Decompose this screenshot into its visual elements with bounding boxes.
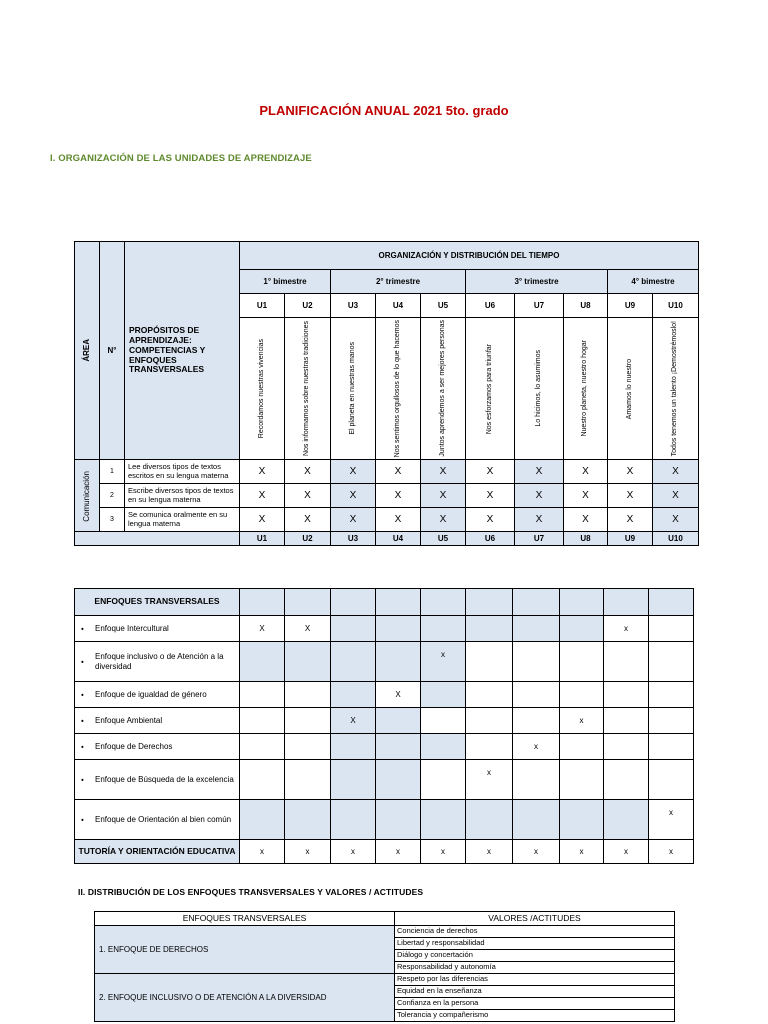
unit-mark: X	[376, 484, 421, 508]
approach-label	[75, 800, 240, 840]
competency-number: 3	[100, 508, 125, 532]
value-attitude: Confianza en la persona	[395, 998, 675, 1010]
approach-mark	[560, 616, 604, 642]
competency-text: Escribe diversos tipos de textos en su lengua materna	[125, 484, 240, 508]
header-blank-cell	[240, 589, 285, 616]
approach-mark	[604, 682, 649, 708]
approach-mark	[560, 642, 604, 682]
unit-footer: U7	[515, 532, 564, 546]
unit-mark: X	[608, 460, 653, 484]
approach-mark	[560, 734, 604, 760]
org-time-header: ORGANIZACIÓN Y DISTRIBUCIÓN DEL TIEMPO	[240, 242, 699, 270]
unit-footer: U1	[240, 532, 285, 546]
unit-mark: X	[515, 484, 564, 508]
unit-mark: X	[421, 508, 466, 532]
approach-mark	[240, 760, 285, 800]
approach-mark: X	[331, 708, 376, 734]
unit-mark: X	[331, 508, 376, 532]
units-organization-table	[74, 241, 699, 546]
value-attitude: Conciencia de derechos	[395, 926, 675, 938]
unit-title: El planeta en nuestras manos	[331, 318, 376, 460]
value-attitude: Respeto por las diferencias	[395, 974, 675, 986]
unit-mark: X	[421, 484, 466, 508]
approach-mark	[649, 760, 694, 800]
unit-mark: X	[466, 508, 515, 532]
approach-mark	[240, 708, 285, 734]
unit-title: Juntos aprendemos a ser mejores personas	[421, 318, 466, 460]
approach-mark	[421, 682, 466, 708]
unit-mark: X	[564, 484, 608, 508]
approach-mark	[285, 734, 331, 760]
approach-mark	[331, 682, 376, 708]
unit-title: Nos esforzamos para triunfar	[466, 318, 515, 460]
values-table-header-left: ENFOQUES TRANSVERSALES	[95, 912, 395, 926]
approach-mark	[376, 760, 421, 800]
approach-mark	[466, 616, 513, 642]
approaches-header: ENFOQUES TRANSVERSALES	[75, 589, 240, 616]
unit-mark: X	[564, 460, 608, 484]
number-header: N°	[100, 242, 125, 460]
tutoria-mark: x	[560, 840, 604, 864]
tutoria-mark: x	[421, 840, 466, 864]
header-blank-cell	[285, 589, 331, 616]
unit-mark: X	[515, 508, 564, 532]
unit-title: Lo hicimos, lo asumimos	[515, 318, 564, 460]
unit-mark: X	[564, 508, 608, 532]
bullet-icon: •	[81, 715, 84, 725]
approach-mark	[513, 616, 560, 642]
unit-title: Nos sentimos orgullosos de lo que hacemos	[376, 318, 421, 460]
approach-text: Enfoque inclusivo o de Atención a la diversidad	[95, 652, 224, 671]
approach-mark	[376, 616, 421, 642]
unit-header: U7	[515, 294, 564, 318]
approach-mark	[466, 800, 513, 840]
unit-mark: X	[240, 460, 285, 484]
area-header: ÁREA	[75, 242, 100, 460]
approach-mark	[604, 760, 649, 800]
approach-mark	[560, 800, 604, 840]
header-blank-cell	[560, 589, 604, 616]
tutoria-mark: x	[649, 840, 694, 864]
period-1-header: 1° bimestre	[240, 270, 331, 294]
tutoria-label: TUTORÍA Y ORIENTACIÓN EDUCATIVA	[75, 840, 240, 864]
unit-mark: X	[608, 484, 653, 508]
bullet-icon: •	[81, 814, 84, 824]
approach-mark	[466, 682, 513, 708]
unit-footer: U6	[466, 532, 515, 546]
approach-mark	[421, 616, 466, 642]
tutoria-mark: x	[376, 840, 421, 864]
approach-mark	[331, 800, 376, 840]
value-attitude: Tolerancia y compañerismo	[395, 1010, 675, 1022]
approach-mark: X	[240, 616, 285, 642]
header-blank-cell	[649, 589, 694, 616]
approach-mark	[560, 682, 604, 708]
unit-mark: X	[653, 508, 699, 532]
approach-mark	[240, 642, 285, 682]
tutoria-mark: x	[331, 840, 376, 864]
bullet-icon: •	[81, 741, 84, 751]
approach-label	[75, 708, 240, 734]
approach-label	[75, 760, 240, 800]
approach-mark	[331, 616, 376, 642]
unit-footer: U2	[285, 532, 331, 546]
values-table-header-right: VALORES /ACTITUDES	[395, 912, 675, 926]
unit-header: U6	[466, 294, 515, 318]
value-attitude: Diálogo y concertación	[395, 950, 675, 962]
approach-mark: x	[604, 616, 649, 642]
unit-mark: X	[376, 460, 421, 484]
approach-text: Enfoque de igualdad de género	[95, 689, 207, 699]
unit-mark: X	[421, 460, 466, 484]
approach-mark	[466, 642, 513, 682]
unit-footer: U5	[421, 532, 466, 546]
unit-footer: U3	[331, 532, 376, 546]
unit-header: U4	[376, 294, 421, 318]
approach-mark	[285, 800, 331, 840]
bullet-icon: •	[81, 656, 84, 666]
unit-header: U2	[285, 294, 331, 318]
enfoque-name: 1. ENFOQUE DE DERECHOS	[95, 926, 395, 974]
unit-mark: X	[466, 460, 515, 484]
approach-mark	[285, 642, 331, 682]
unit-mark: X	[240, 484, 285, 508]
tutoria-mark: x	[604, 840, 649, 864]
approach-mark	[421, 734, 466, 760]
header-blank-cell	[376, 589, 421, 616]
transversal-approaches-table	[74, 588, 694, 864]
approach-mark	[604, 734, 649, 760]
unit-header: U3	[331, 294, 376, 318]
unit-mark: X	[285, 508, 331, 532]
approach-mark	[513, 800, 560, 840]
enfoque-name: 2. ENFOQUE INCLUSIVO O DE ATENCIÓN A LA DIVERSIDAD	[95, 974, 395, 1022]
approach-mark	[421, 760, 466, 800]
approach-text: Enfoque de Búsqueda de la excelencia	[95, 774, 234, 784]
approach-mark: X	[376, 682, 421, 708]
unit-header: U1	[240, 294, 285, 318]
period-2-header: 2° trimestre	[331, 270, 466, 294]
header-blank-cell	[331, 589, 376, 616]
approach-mark: x	[560, 708, 604, 734]
approach-mark: x	[649, 800, 694, 840]
unit-header: U5	[421, 294, 466, 318]
approach-label	[75, 616, 240, 642]
values-attitudes-table	[94, 911, 675, 1022]
approach-mark	[421, 708, 466, 734]
unit-mark: X	[240, 508, 285, 532]
bullet-icon: •	[81, 774, 84, 784]
header-blank-cell	[466, 589, 513, 616]
unit-footer: U10	[653, 532, 699, 546]
unit-mark: X	[653, 460, 699, 484]
unit-mark: X	[331, 460, 376, 484]
unit-title: Nos informamos sobre nuestras tradiciones	[285, 318, 331, 460]
unit-mark: X	[331, 484, 376, 508]
period-4-header: 4° bimestre	[608, 270, 699, 294]
approach-text: Enfoque Ambiental	[95, 715, 163, 725]
value-attitude: Libertad y responsabilidad	[395, 938, 675, 950]
value-attitude: Equidad en la enseñanza	[395, 986, 675, 998]
bullet-icon: •	[81, 689, 84, 699]
unit-title: Nuestro planeta, nuestro hogar	[564, 318, 608, 460]
purposes-header: PROPÓSITOS DE APRENDIZAJE: COMPETENCIAS Y ENFOQUES TRANSVERSALES	[125, 242, 240, 460]
unit-mark: X	[515, 460, 564, 484]
competency-number: 2	[100, 484, 125, 508]
approach-mark	[604, 708, 649, 734]
approach-mark	[649, 616, 694, 642]
approach-mark	[513, 642, 560, 682]
section-2-heading: II. DISTRIBUCIÓN DE LOS ENFOQUES TRANSVERSALES Y VALORES / ACTITUDES	[78, 887, 424, 897]
tutoria-mark: x	[466, 840, 513, 864]
approach-mark	[513, 708, 560, 734]
unit-mark: X	[466, 484, 515, 508]
area-name: Comunicación	[75, 460, 100, 532]
unit-header: U10	[653, 294, 699, 318]
approach-mark	[466, 734, 513, 760]
competency-text: Lee diversos tipos de textos escritos en su lengua materna	[125, 460, 240, 484]
approach-label	[75, 642, 240, 682]
approach-mark: X	[285, 616, 331, 642]
approach-mark	[376, 734, 421, 760]
approach-mark	[376, 642, 421, 682]
unit-header: U9	[608, 294, 653, 318]
approach-mark	[421, 800, 466, 840]
header-blank-cell	[513, 589, 560, 616]
competency-number: 1	[100, 460, 125, 484]
approach-text: Enfoque de Orientación al bien común	[95, 814, 232, 824]
value-attitude: Responsabilidad y autonomía	[395, 962, 675, 974]
unit-mark: X	[376, 508, 421, 532]
approach-mark	[649, 708, 694, 734]
approach-mark	[240, 682, 285, 708]
unit-mark: X	[285, 484, 331, 508]
approach-mark: x	[421, 642, 466, 682]
approach-mark	[285, 708, 331, 734]
approach-mark	[649, 642, 694, 682]
unit-footer: U9	[608, 532, 653, 546]
approach-mark	[285, 682, 331, 708]
unit-header: U8	[564, 294, 608, 318]
footer-blank	[75, 532, 240, 546]
tutoria-mark: x	[513, 840, 560, 864]
section-1-heading: I. ORGANIZACIÓN DE LAS UNIDADES DE APRENDIZAJE	[50, 153, 312, 164]
unit-title: Amamos lo nuestro	[608, 318, 653, 460]
approach-mark	[331, 642, 376, 682]
approach-mark	[649, 734, 694, 760]
approach-mark	[649, 682, 694, 708]
unit-mark: X	[653, 484, 699, 508]
unit-footer: U4	[376, 532, 421, 546]
approach-text: Enfoque de Derechos	[95, 741, 173, 751]
approach-mark	[604, 800, 649, 840]
approach-mark	[376, 708, 421, 734]
approach-mark	[513, 682, 560, 708]
approach-mark	[376, 800, 421, 840]
approach-mark	[240, 734, 285, 760]
tutoria-mark: x	[240, 840, 285, 864]
approach-mark	[331, 734, 376, 760]
page-title: PLANIFICACIÓN ANUAL 2021 5to. grado	[259, 103, 509, 118]
approach-label	[75, 734, 240, 760]
approach-mark: x	[513, 734, 560, 760]
approach-mark	[466, 708, 513, 734]
unit-mark: X	[285, 460, 331, 484]
unit-title: Recordamos nuestras vivencias	[240, 318, 285, 460]
unit-title: Todos tenemos un talento ¡Demostrémoslo!	[653, 318, 699, 460]
competency-text: Se comunica oralmente en su lengua materna	[125, 508, 240, 532]
approach-mark	[560, 760, 604, 800]
period-3-header: 3° trimestre	[466, 270, 608, 294]
approach-label	[75, 682, 240, 708]
approach-mark	[513, 760, 560, 800]
tutoria-mark: x	[285, 840, 331, 864]
bullet-icon: •	[81, 623, 84, 633]
approach-mark	[285, 760, 331, 800]
approach-text: Enfoque Intercultural	[95, 623, 169, 633]
unit-mark: X	[608, 508, 653, 532]
unit-footer: U8	[564, 532, 608, 546]
approach-mark: x	[466, 760, 513, 800]
approach-mark	[604, 642, 649, 682]
approach-mark	[240, 800, 285, 840]
approach-mark	[331, 760, 376, 800]
header-blank-cell	[604, 589, 649, 616]
header-blank-cell	[421, 589, 466, 616]
